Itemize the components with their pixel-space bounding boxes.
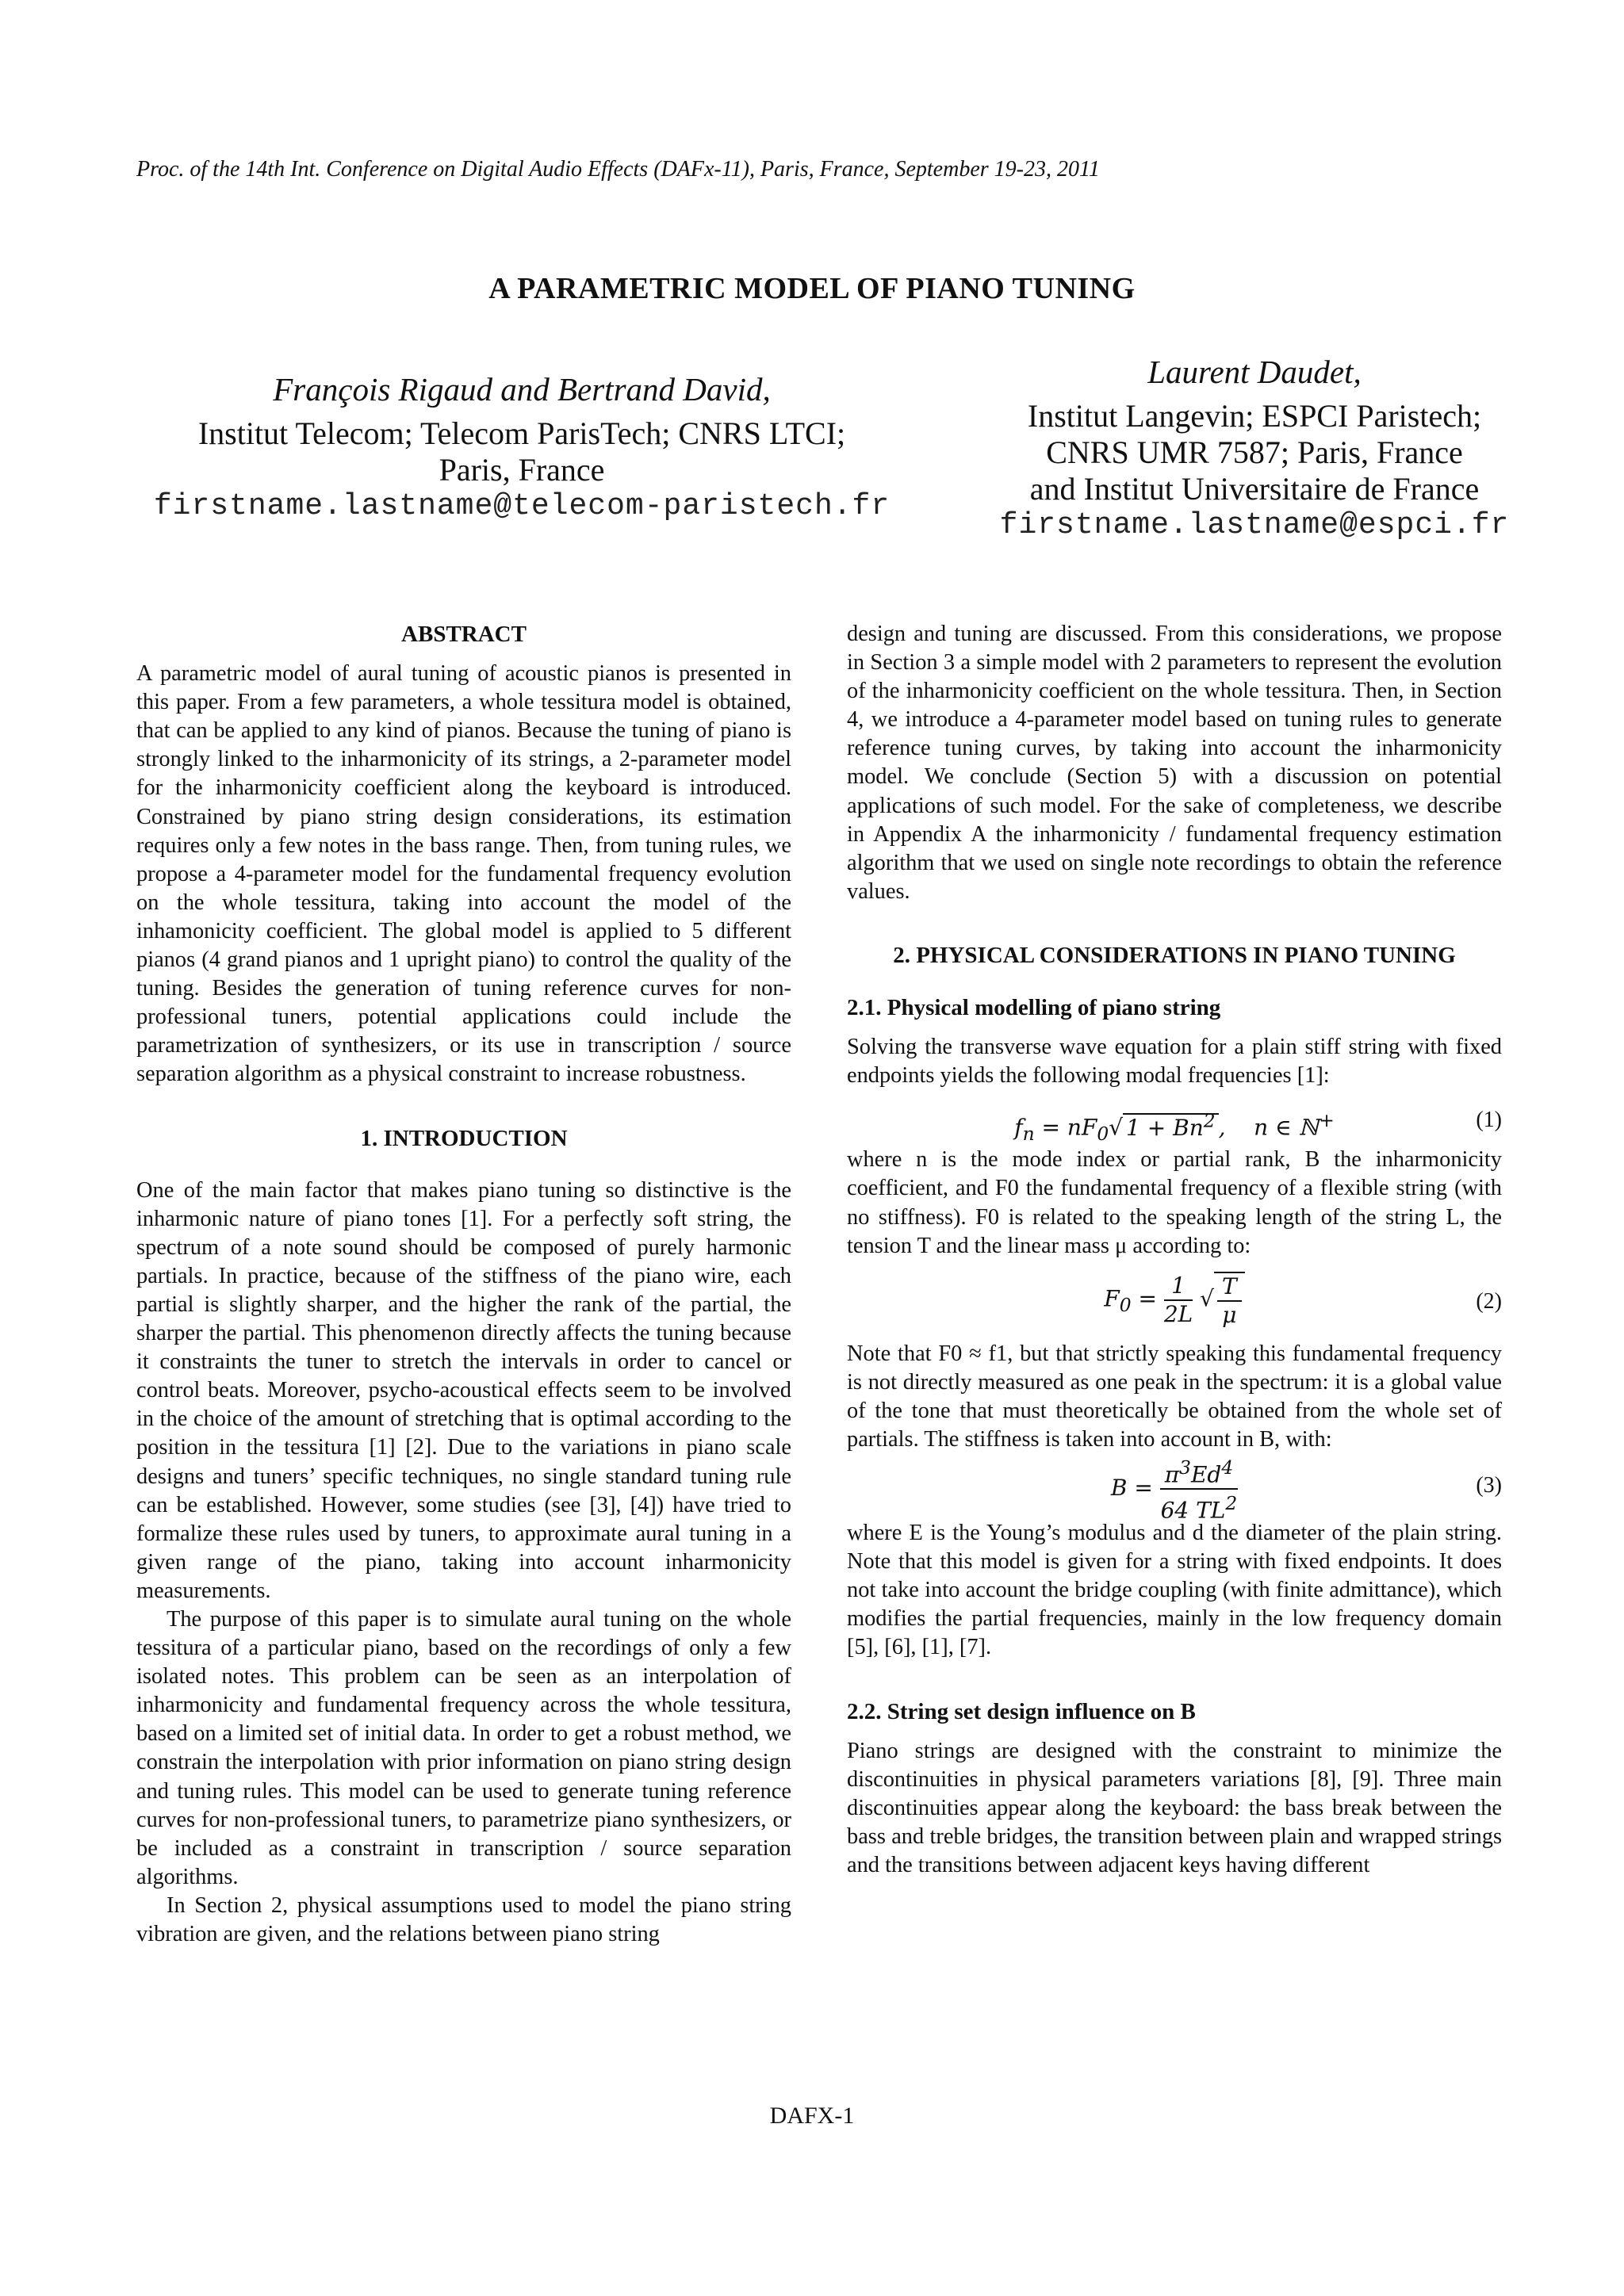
abstract-text: A parametric model of aural tuning of acoustic pianos is presented in this paper. From a few parameters, a whole tessitura model is obtained, that can be applied to any kind of pianos. Because the tuning of piano is strongly linked to the inharmonicity of its strings, a 2-parameter model for the inharmonicity coefficient along the keyboard is introduced. Constrained by piano string design considerations, its estimation requires only a few notes in the bass range. Then, from tuning rules, we propose a 4-parameter model for the fundamental frequency evolution on the whole tessitura, taking into account the model of the inhamonicity coefficient. The global model is applied to 5 different pianos (4 grand pianos and 1 upright piano) to control the quality of the tuning. Besides the generation of tuning reference curves for non-professional tuners, potential applications could include the parametrization of synthesizers, or its use in transcription / source separation algorithm as a physical constraint to increase robustness. xyxy=(136,661,791,1087)
affiliation: CNRS UMR 7587; Paris, France xyxy=(1046,434,1463,470)
page-footer: DAFX-1 xyxy=(769,2103,855,2129)
equation-body: B = $\frac{\pi^3Ed^4}{64 TL^2}$ xyxy=(847,1454,1502,1525)
affiliation: Paris, France xyxy=(439,452,605,488)
paragraph: where n is the mode index or partial rank, B the inharmonicity coefficient, and F0 the fundamental frequency of a flexible string (with no stiffness). F0 is related to the speaking length of the string L, the tension T and the linear mass μ according to: xyxy=(847,1147,1502,1258)
equation-number: (2) xyxy=(1476,1288,1502,1314)
section-heading: 2. PHYSICAL CONSIDERATIONS IN PIANO TUNING xyxy=(893,942,1456,968)
affiliation: Institut Telecom; Telecom ParisTech; CNRS LTCI; xyxy=(197,415,846,451)
paragraph: where E is the Young’s modulus and d the diameter of the plain string. Note that this model is given for a string with fixed endpoints. It does not take into account the bridge coupling (with finite admittance), which modifies the partial frequencies, mainly in the low frequency domain [5], [6], [1], [7]. xyxy=(847,1521,1502,1660)
author-email: firstname.lastname@telecom-paristech.fr xyxy=(153,489,891,523)
paper-title: A PARAMETRIC MODEL OF PIANO TUNING xyxy=(488,272,1136,305)
paragraph: The purpose of this paper is to simulate aural tuning on the whole tessitura of a particular piano, based on the recordings of only a few isolated notes. This problem can be seen as an interpolation of inharmonicity and fundamental frequency across the whole tessitura, based on a limited set of initial data. In order to get a robust method, we constrain the interpolation with prior information on piano string design and tuning rules. This model can be used to generate tuning reference curves for non-professional tuners, to parametrize piano synthesizers, or be included as a constraint in transcription / source separation algorithms. xyxy=(136,1607,791,1889)
equation-body: $f_n = nF_0√$ $1 + Bn^2$ , n ∈ ℕ+ xyxy=(1014,1109,1335,1146)
author-block-right xyxy=(969,354,1540,544)
paragraph: Note that F0 ≈ f1, but that strictly speaking this fundamental frequency is not directly measured as one peak in the spectrum: it is a global value of the tone that must theoretically be obtained from the whole set of partials. The stiffness is taken into account in B, with: xyxy=(847,1341,1502,1452)
author-names: François Rigaud and Bertrand David, xyxy=(273,371,771,408)
equation-body: $F_0$ = $\frac{1}{2L}$ √ $\frac{T}{\mu}$ xyxy=(847,1272,1502,1329)
running-head: Proc. of the 14th Int. Conference on Digital Audio Effects (DAFx-11), Paris, France, September 19-23, 2011 xyxy=(136,157,1100,182)
subsection-heading: 2.2. String set design influence on B xyxy=(847,1698,1196,1724)
equation-2 xyxy=(847,1261,1502,1340)
author-email: firstname.lastname@espci.fr xyxy=(999,508,1510,542)
left-column xyxy=(136,620,791,1949)
author-names: Laurent Daudet, xyxy=(1147,354,1362,390)
paragraph: In Section 2, physical assumptions used to model the piano string vibration are given, and the relations between piano string xyxy=(136,1892,791,1947)
affiliation: and Institut Universitaire de France xyxy=(1029,471,1480,507)
right-column xyxy=(847,620,1502,1880)
paragraph: design and tuning are discussed. From this considerations, we propose in Section 3 a simple model with 2 parameters to represent the evolution of the inharmonicity coefficient on the whole tessitura. Then, in Section 4, we introduce a 4-parameter model based on tuning rules to generate reference tuning curves, by taking into account the inharmonicity model. We conclude (Section 5) with a discussion on potential applications of such model. For the sake of completeness, we describe in Appendix A the inharmonicity / fundamental frequency estimation algorithm that we used on single note recordings to obtain the reference values. xyxy=(847,622,1502,904)
section-heading: 1. INTRODUCTION xyxy=(360,1125,568,1151)
subsection-heading: 2.1. Physical modelling of piano string xyxy=(847,995,1221,1021)
equation-number: (3) xyxy=(1476,1473,1502,1498)
affiliation: Institut Langevin; ESPCI Paristech; xyxy=(1027,398,1482,434)
paragraph: Piano strings are designed with the constraint to minimize the discontinuities in physical parameters variations [8], [9]. Three main discontinuities appear along the keyboard: the bass break between the bass and treble bridges, the transition between plain and wrapped strings and the transitions between adjacent keys having different xyxy=(847,1738,1502,1877)
equation-3 xyxy=(847,1454,1502,1524)
equation-1 xyxy=(847,1096,1502,1146)
paragraph: Solving the transverse wave equation for a plain stiff string with fixed endpoints yields the following modal frequencies [1]: xyxy=(847,1035,1502,1089)
author-block-left xyxy=(149,371,894,525)
paragraph: One of the main factor that makes piano tuning so distinctive is the inharmonic nature of piano tones [1]. For a perfectly soft string, the spectrum of a note sound should be composed of purely harmonic partials. In practice, because of the stiffness of the piano wire, each partial is slightly sharper, and the higher the rank of the partial, the sharper the partial. This phenomenon directly affects the tuning because it constraints the tuner to stretch the intervals in order to cancel or control beats. Moreover, psycho-acoustical effects seem to be involved in the choice of the amount of stretching that is optimal according to the position in the tessitura [1] [2]. Due to the variations in piano scale designs and tuners’ specific techniques, no single standard tuning rule can be established. However, some studies (see [3], [4]) have tried to formalize these rules used by tuners, to approximate aural tuning in a given range of the piano, taking into account inharmonicity measurements. xyxy=(136,1177,791,1603)
equation-number: (1) xyxy=(1476,1108,1502,1133)
abstract-heading: ABSTRACT xyxy=(401,622,527,647)
